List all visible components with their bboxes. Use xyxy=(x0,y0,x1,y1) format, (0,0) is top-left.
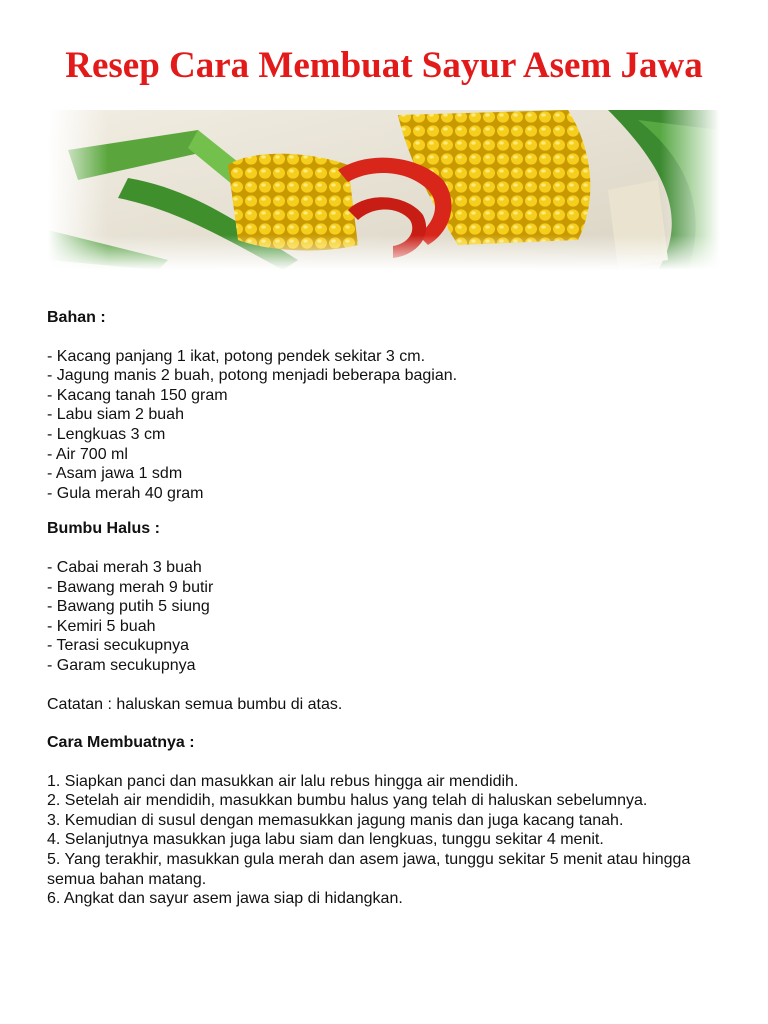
step-item: 2. Setelah air mendidih, masukkan bumbu halus yang telah di haluskan sebelumnya. xyxy=(47,792,648,810)
recipe-content xyxy=(47,308,737,909)
bahan-list xyxy=(47,347,737,504)
list-item: - Garam secukupnya xyxy=(47,656,196,674)
bumbu-heading: Bumbu Halus : xyxy=(47,520,160,538)
bumbu-list xyxy=(47,558,737,676)
list-item: - Terasi secukupnya xyxy=(47,637,189,655)
step-item: 3. Kemudian di susul dengan memasukkan jagung manis dan juga kacang tanah. xyxy=(47,811,624,829)
list-item: - Jagung manis 2 buah, potong menjadi beberapa bagian. xyxy=(47,367,458,385)
list-item: - Kemiri 5 buah xyxy=(47,617,156,635)
step-item: 4. Selanjutnya masukkan juga labu siam dan lengkuas, tunggu sekitar 4 menit. xyxy=(47,831,604,849)
list-item: - Kacang panjang 1 ikat, potong pendek sekitar 3 cm. xyxy=(47,347,426,365)
step-item: 1. Siapkan panci dan masukkan air lalu rebus hingga air mendidih. xyxy=(47,772,519,790)
list-item: - Bawang merah 9 butir xyxy=(47,578,214,596)
list-item: - Labu siam 2 buah xyxy=(47,406,184,424)
list-item: - Bawang putih 5 siung xyxy=(47,598,210,616)
cara-heading: Cara Membuatnya : xyxy=(47,734,195,752)
bahan-heading: Bahan : xyxy=(47,309,106,326)
list-item: - Gula merah 40 gram xyxy=(47,484,204,502)
page-title: Resep Cara Membuat Sayur Asem Jawa xyxy=(65,45,703,86)
step-item: 6. Angkat dan sayur asem jawa siap di hidangkan. xyxy=(47,890,403,908)
list-item: - Air 700 ml xyxy=(47,445,128,463)
list-item: - Kacang tanah 150 gram xyxy=(47,386,228,404)
list-item: - Cabai merah 3 buah xyxy=(47,558,202,576)
sayur-asem-photo xyxy=(48,110,720,270)
list-item: - Lengkuas 3 cm xyxy=(47,425,166,443)
list-item: - Asam jawa 1 sdm xyxy=(47,465,183,483)
catatan-note: Catatan : haluskan semua bumbu di atas. xyxy=(47,695,343,713)
cara-steps xyxy=(47,772,737,909)
step-item: 5. Yang terakhir, masukkan gula merah dan asem jawa, tunggu sekitar 5 menit atau hingga semua bahan matang. xyxy=(47,851,691,888)
